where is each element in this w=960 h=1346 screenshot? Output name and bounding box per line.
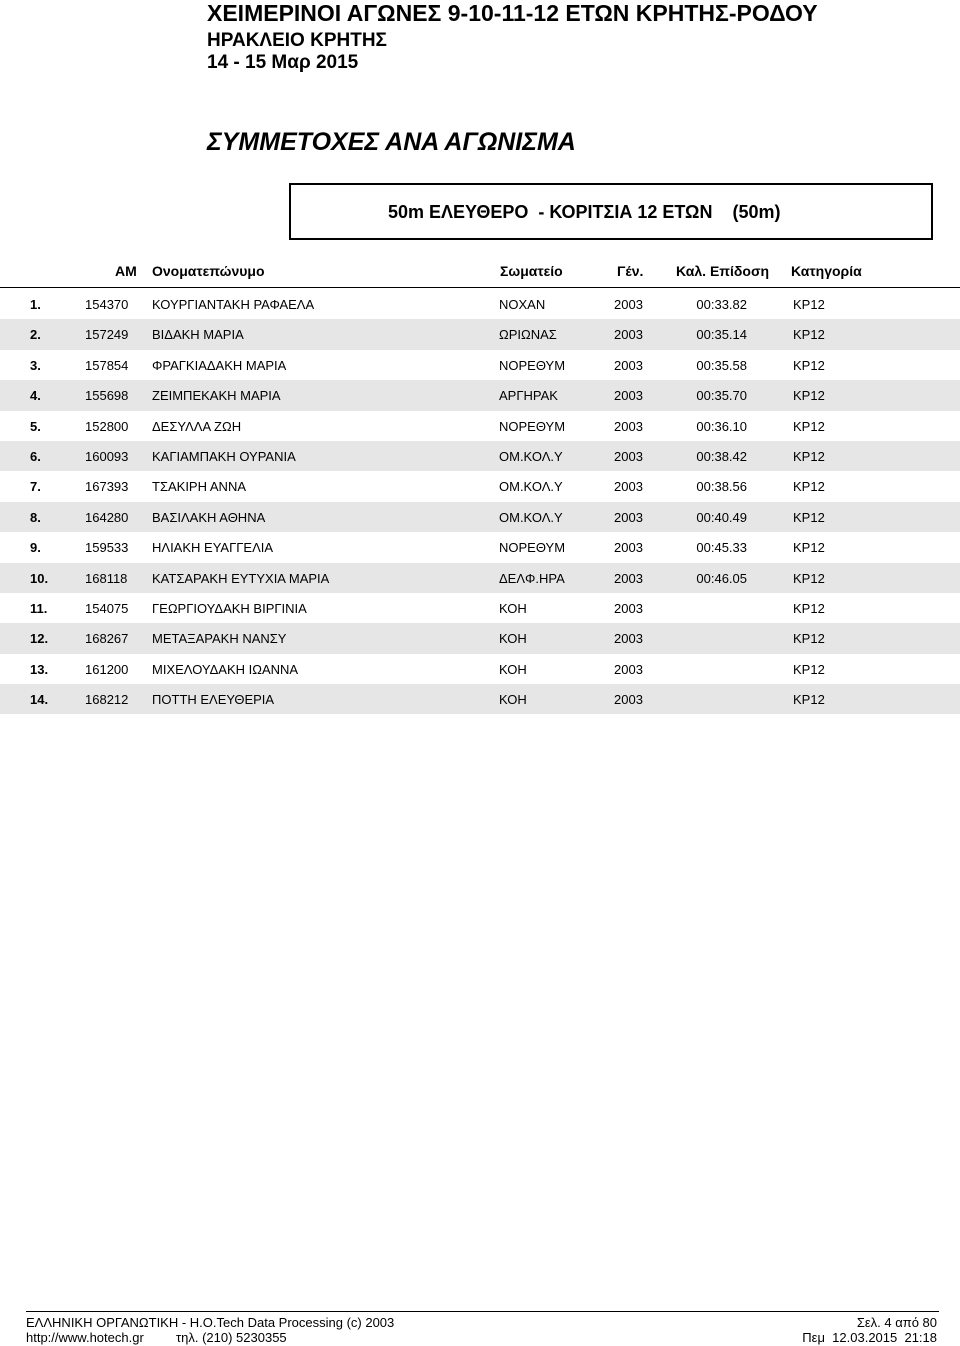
row-am: 168267 (85, 631, 129, 647)
table-row (0, 471, 960, 501)
row-rank: 9. (30, 540, 41, 556)
row-name: ΒΑΣΙΛΑΚΗ ΑΘΗΝΑ (152, 509, 266, 525)
row-name: ΒΙΔΑΚΗ ΜΑΡΙΑ (152, 327, 244, 343)
row-time: 00:38.42 (696, 448, 747, 464)
row-rank: 3. (30, 357, 41, 373)
column-header-club: Σωματείο (500, 263, 563, 279)
footer-url: http://www.hotech.gr (26, 1330, 144, 1345)
row-time: 00:33.82 (696, 297, 747, 312)
row-club: ΟΜ.ΚΟΛ.Υ (499, 479, 563, 495)
row-category: ΚΡ12 (793, 448, 825, 464)
table-row (0, 654, 960, 684)
event-title: 50m ΕΛΕΥΘΕΡΟ - ΚΟΡΙΤΣΙΑ 12 ΕΤΩΝ (50m) (388, 202, 781, 222)
row-year: 2003 (614, 600, 643, 616)
row-club: ΔΕΛΦ.ΗΡΑ (499, 570, 565, 586)
row-category: ΚΡ12 (793, 540, 825, 556)
table-row (0, 593, 960, 623)
table-row (0, 441, 960, 471)
row-club: ΚΟΗ (499, 692, 527, 708)
column-header-year: Γέν. (617, 263, 644, 279)
row-club: ΟΜ.ΚΟΛ.Υ (499, 509, 563, 525)
row-time: 00:35.58 (696, 357, 747, 373)
row-name: ΖΕΙΜΠΕΚΑΚΗ ΜΑΡΙΑ (152, 388, 281, 404)
table-row (0, 532, 960, 562)
table-row (0, 563, 960, 593)
row-name: ΔΕΣΥΛΛΑ ΖΩΗ (152, 418, 242, 434)
footer-phone: τηλ. (210) 5230355 (176, 1330, 287, 1345)
row-time: 00:45.33 (696, 540, 747, 556)
row-rank: 14. (30, 692, 49, 708)
row-club: ΝΟΡΕΘΥΜ (499, 418, 566, 434)
row-year: 2003 (614, 692, 643, 708)
column-header-category: Κατηγορία (791, 263, 862, 279)
column-header-am: ΑΜ (115, 263, 137, 279)
row-category: ΚΡ12 (793, 570, 825, 586)
row-year: 2003 (614, 327, 643, 343)
table-row (0, 623, 960, 653)
footer-org: ΕΛΛΗΝΙΚΗ ΟΡΓΑΝΩΤΙΚΗ - H.O.Tech Data Processing (c) 2003 (26, 1315, 395, 1330)
footer-date: Πεμ 12.03.2015 21:18 (802, 1330, 937, 1345)
row-year: 2003 (614, 479, 643, 495)
row-year: 2003 (614, 540, 643, 556)
row-category: ΚΡ12 (793, 692, 825, 708)
row-am: 154370 (85, 297, 129, 312)
table-row (0, 380, 960, 410)
row-club: ΚΟΗ (499, 631, 527, 647)
row-club: ΝΟΧΑΝ (499, 297, 546, 312)
row-rank: 4. (30, 388, 41, 404)
row-category: ΚΡ12 (793, 631, 825, 647)
row-club: ΚΟΗ (499, 600, 527, 616)
row-year: 2003 (614, 570, 643, 586)
header-divider (0, 287, 960, 288)
row-am: 157854 (85, 357, 129, 373)
row-year: 2003 (614, 661, 643, 677)
row-rank: 7. (30, 479, 41, 495)
row-club: ΟΜ.ΚΟΛ.Υ (499, 448, 563, 464)
row-am: 155698 (85, 388, 129, 404)
row-am: 161200 (85, 661, 129, 677)
row-year: 2003 (614, 631, 643, 647)
row-category: ΚΡ12 (793, 297, 825, 312)
event-box (289, 183, 933, 240)
row-year: 2003 (614, 509, 643, 525)
row-rank: 2. (30, 327, 41, 343)
row-club: ΑΡΓΗΡΑΚ (499, 388, 558, 404)
column-header-time: Καλ. Επίδοση (676, 263, 770, 279)
row-rank: 12. (30, 631, 49, 647)
row-time: 00:35.70 (696, 388, 747, 404)
row-am: 154075 (85, 600, 129, 616)
row-category: ΚΡ12 (793, 388, 825, 404)
row-am: 159533 (85, 540, 129, 556)
row-rank: 8. (30, 509, 41, 525)
row-time: 00:40.49 (696, 509, 747, 525)
column-header-name: Ονοματεπώνυμο (152, 263, 265, 279)
row-time: 00:35.14 (696, 327, 747, 343)
table-row (0, 289, 960, 319)
row-name: ΜΙΧΕΛΟΥΔΑΚΗ ΙΩΑΝΝΑ (152, 661, 299, 677)
row-category: ΚΡ12 (793, 357, 825, 373)
table-row (0, 502, 960, 532)
row-year: 2003 (614, 297, 643, 312)
row-category: ΚΡ12 (793, 661, 825, 677)
section-title: ΣΥΜΜΕΤΟΧΕΣ ΑΝΑ ΑΓΩΝΙΣΜΑ (207, 128, 576, 156)
row-club: ΝΟΡΕΘΥΜ (499, 540, 566, 556)
row-rank: 5. (30, 418, 41, 434)
table-row (0, 684, 960, 714)
row-name: ΚΑΤΣΑΡΑΚΗ ΕΥΤΥΧΙΑ ΜΑΡΙΑ (152, 570, 330, 586)
row-year: 2003 (614, 357, 643, 373)
row-rank: 10. (30, 570, 49, 586)
row-category: ΚΡ12 (793, 479, 825, 495)
meet-location: ΗΡΑΚΛΕΙΟ ΚΡΗΤΗΣ (207, 30, 387, 51)
row-time: 00:46.05 (696, 570, 747, 586)
row-rank: 13. (30, 661, 49, 677)
row-name: ΦΡΑΓΚΙΑΔΑΚΗ ΜΑΡΙΑ (152, 357, 287, 373)
row-am: 168118 (85, 570, 128, 586)
row-rank: 6. (30, 448, 41, 464)
row-am: 157249 (85, 327, 129, 343)
row-rank: 11. (30, 600, 48, 616)
row-category: ΚΡ12 (793, 600, 825, 616)
row-am: 164280 (85, 509, 129, 525)
row-club: ΝΟΡΕΘΥΜ (499, 357, 566, 373)
row-category: ΚΡ12 (793, 509, 825, 525)
row-am: 168212 (85, 692, 129, 708)
row-category: ΚΡ12 (793, 418, 825, 434)
row-name: ΗΛΙΑΚΗ ΕΥΑΓΓΕΛΙΑ (152, 540, 274, 556)
row-name: ΠΟΤΤΗ ΕΛΕΥΘΕΡΙΑ (152, 692, 275, 708)
row-name: ΚΑΓΙΑΜΠΑΚΗ ΟΥΡΑΝΙΑ (152, 448, 296, 464)
row-name: ΚΟΥΡΓΙΑΝΤΑΚΗ ΡΑΦΑΕΛΑ (152, 297, 315, 312)
row-name: ΤΣΑΚΙΡΗ ΑΝΝΑ (152, 479, 247, 495)
row-rank: 1. (30, 297, 41, 312)
meet-title: ΧΕΙΜΕΡΙΝΟΙ ΑΓΩΝΕΣ 9-10-11-12 ΕΤΩΝ ΚΡΗΤΗΣ-ΡΟΔΟΥ (207, 0, 818, 26)
row-am: 160093 (85, 448, 129, 464)
row-year: 2003 (614, 448, 643, 464)
row-am: 152800 (85, 418, 129, 434)
table-row (0, 319, 960, 349)
row-name: ΜΕΤΑΞΑΡΑΚΗ ΝΑΝΣΥ (152, 631, 287, 647)
row-year: 2003 (614, 418, 643, 434)
footer-divider (26, 1311, 939, 1312)
row-time: 00:38.56 (696, 479, 747, 495)
row-club: ΚΟΗ (499, 661, 527, 677)
footer-page: Σελ. 4 από 80 (856, 1315, 937, 1330)
row-category: ΚΡ12 (793, 327, 825, 343)
meet-dates: 14 - 15 Μαρ 2015 (207, 52, 359, 73)
row-year: 2003 (614, 388, 643, 404)
row-am: 167393 (85, 479, 129, 495)
entries-table (0, 289, 960, 714)
row-club: ΩΡΙΩΝΑΣ (499, 327, 557, 343)
row-time: 00:36.10 (696, 418, 747, 434)
table-row (0, 411, 960, 441)
row-name: ΓΕΩΡΓΙΟΥΔΑΚΗ ΒΙΡΓΙΝΙΑ (152, 600, 307, 616)
table-row (0, 350, 960, 380)
